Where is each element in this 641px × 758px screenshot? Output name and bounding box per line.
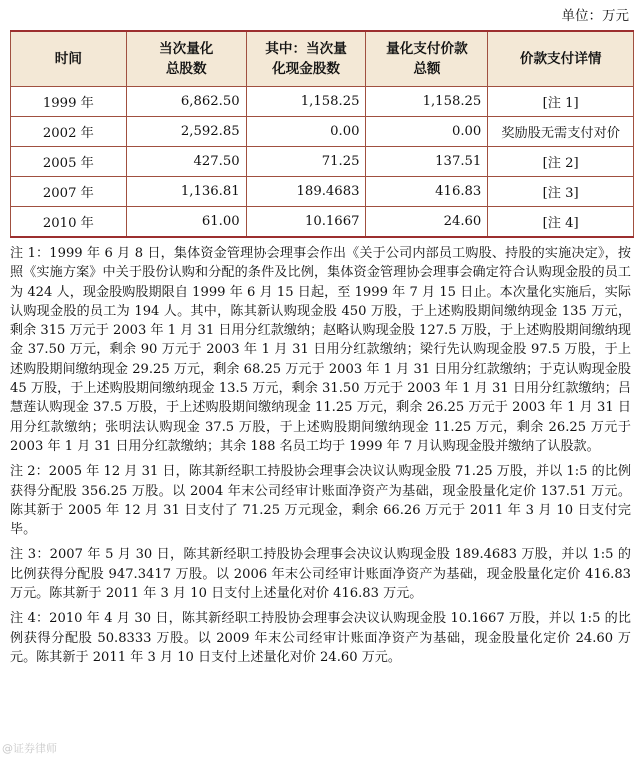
cell-total-payment: 137.51 bbox=[366, 147, 488, 177]
cell-time: 2005 年 bbox=[11, 147, 127, 177]
cell-total-shares: 2,592.85 bbox=[126, 117, 246, 147]
header-cash-shares-l2: 化现金股数 bbox=[272, 61, 341, 77]
cell-time: 2002 年 bbox=[11, 117, 127, 147]
cell-payment-details: [注 4] bbox=[488, 207, 634, 238]
equity-quantification-table bbox=[10, 30, 634, 238]
cell-total-payment: 24.60 bbox=[366, 207, 488, 238]
table-row bbox=[11, 207, 634, 238]
header-cash-shares bbox=[246, 31, 366, 87]
cell-total-shares: 427.50 bbox=[126, 147, 246, 177]
header-total-payment-l1: 量化支付价款 bbox=[386, 41, 468, 57]
cell-cash-shares: 10.1667 bbox=[246, 207, 366, 238]
cell-time: 1999 年 bbox=[11, 87, 127, 117]
table-row bbox=[11, 87, 634, 117]
cell-total-shares: 6,862.50 bbox=[126, 87, 246, 117]
watermark: @证券律师 bbox=[2, 742, 57, 755]
header-total-payment-l2: 总额 bbox=[413, 61, 441, 77]
cell-total-payment: 416.83 bbox=[366, 177, 488, 207]
header-total-payment bbox=[366, 31, 488, 87]
cell-total-payment: 1,158.25 bbox=[366, 87, 488, 117]
table-row bbox=[11, 147, 634, 177]
header-payment-details: 价款支付详情 bbox=[488, 31, 634, 87]
unit-label: 单位：万元 bbox=[561, 8, 629, 24]
cell-total-shares: 61.00 bbox=[126, 207, 246, 238]
cell-time: 2007 年 bbox=[11, 177, 127, 207]
table-row bbox=[11, 117, 634, 147]
cell-time: 2010 年 bbox=[11, 207, 127, 238]
cell-payment-details: [注 3] bbox=[488, 177, 634, 207]
header-time: 时间 bbox=[11, 31, 127, 87]
table-row bbox=[11, 177, 634, 207]
note-3: 注 3：2007 年 5 月 30 日，陈其新经职工持股协会理事会决议认购现金股 189.4683 万股，并以 1:5 的比例获得分配股 947.3417 万股。以 2006 年末公司经审计账面净资产为基础，现金股量化定价 416.83 万元。陈其新于 2011 年 3 月 10 日支付上述量化对价 416.83 万元。 bbox=[10, 547, 631, 602]
notes-section bbox=[10, 244, 631, 673]
note-4: 注 4：2010 年 4 月 30 日，陈其新经职工持股协会理事会决议认购现金股 10.1667 万股，并以 1:5 的比例获得分配股 50.8333 万股。以 2009 年末公司经审计账面净资产为基础，现金股量化定价 24.60 万元。陈其新于 2011 年 3 月 10 日支付上述量化对价 24.60 万元。 bbox=[10, 611, 631, 665]
note-1: 注 1：1999 年 6 月 8 日，集体资金管理协会理事会作出《关于公司内部员工购股、持股的实施决定》，按照《实施方案》中关于股份认购和分配的条件及比例，集体资金管理协会理事会确定符合认购现金股的员工为 424 人，现金股购股期限自 1999 年 6 月 15 日起，至 1999 年 7 月 15 日止。本次量化实施后，实际认购现金股的员工为 194 人。其中，陈其新认购现金股 450 万股，于上述购股期间缴纳现金 135 万元，剩余 315 万元于 2003 年 1 月 31 日用分红款缴纳；赵略认购现金股 127.5 万股，于上述购股期间缴纳现金 37.50 万元，剩余 90 万元于 2003 年 1 月 31 日用分红款缴纳；梁行先认购现金股 97.5 万股，于上述购股期间缴纳现金 29.25 万元，剩余 68.25 万元于 2003 年 1 月 31 日用分红款缴纳；于克认购现金股 45 万股，于上述购股期间缴纳现金 13.5 万元，剩余 31.50 万元于 2003 年 1 月 31 日用分红款缴纳；吕慧莲认购现金 37.5 万股，于上述购股期间缴纳现金 11.25 万元，剩余 26.25 万元于 2003 年 1 月 31 日用分红款缴纳；张明法认购现金 37.5 万股，于上述购股期间缴纳现金 11.25 万元，剩余 26.25 万元于 2003 年 1 月 31 日用分红款缴纳；其余 188 名员工均于 1999 年 7 月认购现金股并缴纳了认股款。 bbox=[10, 246, 631, 454]
header-total-shares-l1: 当次量化 bbox=[159, 41, 214, 57]
cell-total-shares: 1,136.81 bbox=[126, 177, 246, 207]
cell-cash-shares: 1,158.25 bbox=[246, 87, 366, 117]
cell-payment-details: [注 1] bbox=[488, 87, 634, 117]
header-total-shares-l2: 总股数 bbox=[165, 61, 207, 77]
cell-cash-shares: 0.00 bbox=[246, 117, 366, 147]
header-total-shares bbox=[126, 31, 246, 87]
cell-cash-shares: 189.4683 bbox=[246, 177, 366, 207]
cell-payment-details: 奖励股无需支付对价 bbox=[488, 117, 634, 147]
cell-payment-details: [注 2] bbox=[488, 147, 634, 177]
cell-cash-shares: 71.25 bbox=[246, 147, 366, 177]
note-2: 注 2：2005 年 12 月 31 日，陈其新经职工持股协会理事会决议认购现金股 71.25 万股，并以 1:5 的比例获得分配股 356.25 万股。以 2004 年末公司经审计账面净资产为基础，现金股量化定价 137.51 万元。陈其新于 2005 年 12 月 31 日支付了 71.25 万元现金，剩余 66.26 万元于 2011 年 3 月 10 日支付完毕。 bbox=[10, 464, 631, 538]
header-cash-shares-l1: 其中：当次量 bbox=[265, 41, 347, 57]
cell-total-payment: 0.00 bbox=[366, 117, 488, 147]
table-header-row bbox=[11, 31, 634, 87]
